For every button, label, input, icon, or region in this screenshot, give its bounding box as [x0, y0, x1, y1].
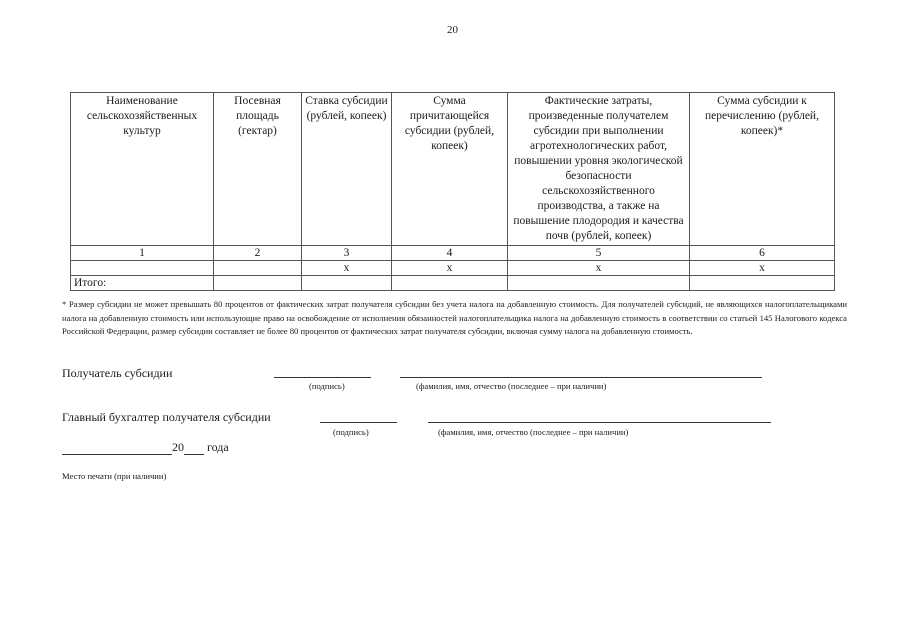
- table-cell: [214, 261, 302, 276]
- date-day-month-blank[interactable]: [62, 442, 172, 455]
- header-actual-costs: Фактические затраты, произведенные получателем субсидии при выполнении агротехнологических работ, повышении уровня экологической безопасности сельскохозяйственного производства, а также на повышение плодородия и качества почв (рублей, копеек): [508, 93, 690, 246]
- accountant-name-line[interactable]: [428, 422, 771, 423]
- table-cell: [508, 276, 690, 291]
- date-row: [62, 440, 229, 455]
- recipient-name-caption: (фамилия, имя, отчество (последнее – при наличии): [416, 381, 607, 391]
- table-row-column-numbers: [71, 246, 835, 261]
- table-cell: [690, 276, 835, 291]
- table-row: [71, 261, 835, 276]
- column-number: 2: [214, 246, 302, 261]
- column-number: 4: [392, 246, 508, 261]
- table-cell: [71, 261, 214, 276]
- footnote: * Размер субсидии не может превышать 80 процентов от фактических затрат получателя субсидии без учета налога на добавленную стоимость. Для получателей субсидий, не являющихся налогоплательщиками налога на добавленную стоимость или использующие право на освобождение от исполнения обязанностей налогоплательщика налога на добавленную стоимость в соответствии со статьей 145 Налогового кодекса Российской Федерации, размер субсидии составляет не более 80 процентов от фактических затрат получателя субсидии, включая сумму налога на добавленную стоимость.: [62, 299, 847, 336]
- date-year-blank[interactable]: [184, 442, 204, 455]
- date-suffix: года: [207, 440, 229, 454]
- header-sown-area: Посевная площадь (гектар): [214, 93, 302, 246]
- column-number: 6: [690, 246, 835, 261]
- column-number: 5: [508, 246, 690, 261]
- total-label: Итого:: [71, 276, 214, 291]
- recipient-name-line[interactable]: [400, 377, 762, 378]
- table-cell: x: [302, 261, 392, 276]
- table-cell: x: [508, 261, 690, 276]
- accountant-signature-caption: (подпись): [333, 427, 369, 437]
- seal-note: Место печати (при наличии): [62, 471, 167, 481]
- accountant-signature-line[interactable]: [320, 422, 397, 423]
- accountant-name-caption: (фамилия, имя, отчество (последнее – при наличии): [438, 427, 629, 437]
- date-year-prefix: 20: [172, 440, 184, 454]
- header-transfer-amount: Сумма субсидии к перечислению (рублей, копеек)*: [690, 93, 835, 246]
- column-number: 1: [71, 246, 214, 261]
- table-cell: [214, 276, 302, 291]
- header-crop-name: Наименование сельскохозяйственных культур: [71, 93, 214, 246]
- table-cell: x: [690, 261, 835, 276]
- page-number: 20: [447, 24, 458, 36]
- table-cell: [302, 276, 392, 291]
- column-number: 3: [302, 246, 392, 261]
- header-subsidy-rate: Ставка субсидии (рублей, копеек): [302, 93, 392, 246]
- recipient-signature-line[interactable]: [274, 377, 371, 378]
- accountant-label: Главный бухгалтер получателя субсидии: [62, 410, 271, 424]
- subsidy-table: [70, 92, 835, 291]
- table-header-row: [71, 93, 835, 246]
- table-cell: [392, 276, 508, 291]
- table-row-total: [71, 276, 835, 291]
- header-due-subsidy: Сумма причитающейся субсидии (рублей, копеек): [392, 93, 508, 246]
- table-cell: x: [392, 261, 508, 276]
- recipient-signature-caption: (подпись): [309, 381, 345, 391]
- recipient-label: Получатель субсидии: [62, 366, 173, 380]
